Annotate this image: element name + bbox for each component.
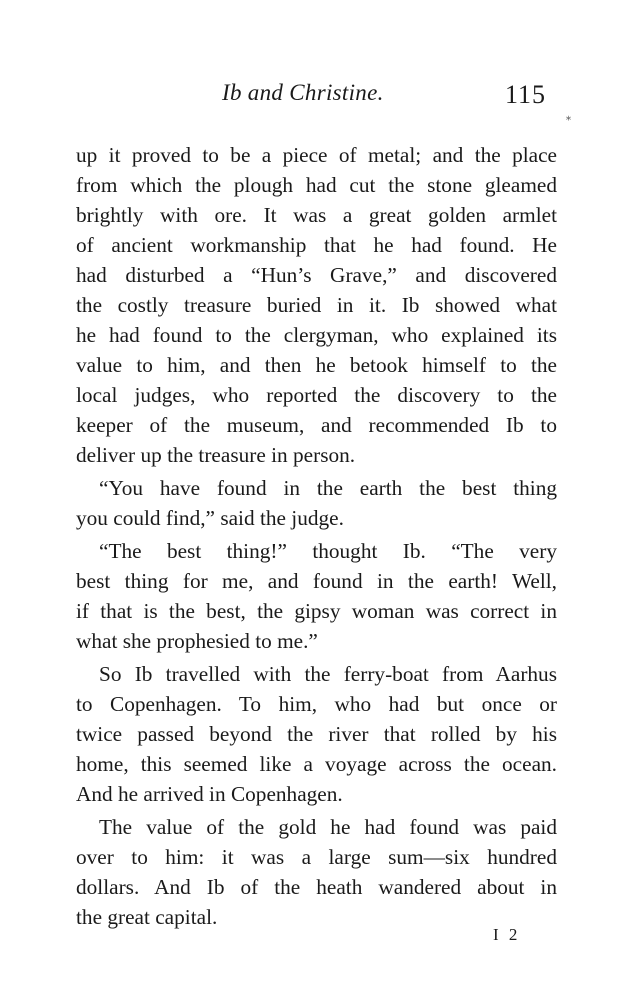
- text-line: “The best thing!” thought Ib. “The very: [99, 539, 557, 563]
- text-line: home, this seemed like a voyage across the ocean.: [76, 752, 557, 776]
- text-line: the great capital.: [76, 905, 218, 929]
- text-line: keeper of the museum, and recommended Ib to: [76, 413, 557, 437]
- running-title: Ib and Christine.: [222, 80, 384, 105]
- text-line: The value of the gold he had found was paid: [99, 815, 557, 839]
- text-line: brightly with ore. It was a great golden armlet: [76, 203, 557, 227]
- page-number: 115: [505, 80, 547, 109]
- text-line: of ancient workmanship that he had found. He: [76, 233, 557, 257]
- text-line: from which the plough had cut the stone gleamed: [76, 173, 557, 197]
- text-line: So Ib travelled with the ferry-boat from Aarhus: [99, 662, 557, 686]
- text-line: what she prophesied to me.”: [76, 629, 318, 653]
- text-line: twice passed beyond the river that rolled by his: [76, 722, 557, 746]
- text-line: to Copenhagen. To him, who had but once or: [76, 692, 557, 716]
- signature-mark: I 2: [493, 925, 521, 944]
- text-line: up it proved to be a piece of metal; and the place: [76, 143, 557, 167]
- text-line: the costly treasure buried in it. Ib showed what: [76, 293, 557, 317]
- text-line: he had found to the clergyman, who explained its: [76, 323, 557, 347]
- text-line: value to him, and then he betook himself to the: [76, 353, 557, 377]
- text-line: had disturbed a “Hun’s Grave,” and discovered: [76, 263, 557, 287]
- print-speck-icon: ⁎: [566, 112, 571, 123]
- text-line: if that is the best, the gipsy woman was correct in: [76, 599, 557, 623]
- text-line: over to him: it was a large sum—six hundred: [76, 845, 557, 869]
- text-line: deliver up the treasure in person.: [76, 443, 356, 467]
- text-line: dollars. And Ib of the heath wandered about in: [76, 875, 557, 899]
- text-line: local judges, who reported the discovery to the: [76, 383, 557, 407]
- text-line: best thing for me, and found in the earth! Well,: [76, 569, 557, 593]
- text-line: “You have found in the earth the best thing: [99, 476, 557, 500]
- text-line: And he arrived in Copenhagen.: [76, 782, 343, 806]
- text-line: you could find,” said the judge.: [76, 506, 344, 530]
